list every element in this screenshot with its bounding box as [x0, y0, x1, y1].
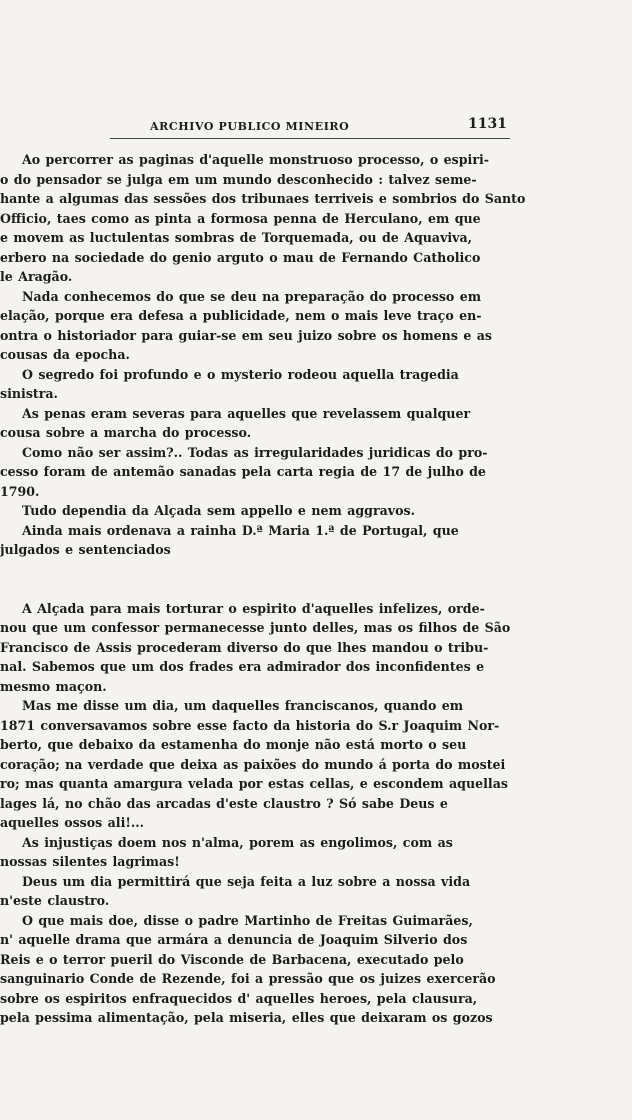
text-line: sanguinario Conde de Rezende, foi a pressão que os juizes exercerão [0, 971, 496, 986]
text-line: coração; na verdade que deixa as paixões do mundo á porta do mostei [0, 756, 506, 772]
text-line: A Alçada para mais torturar o espirito d'aquelles infelizes, orde- [22, 600, 485, 616]
text-line: As penas eram severas para aquelles que revelassem qualquer [22, 405, 471, 421]
text-line: Nada conhecemos do que se deu na preparação do processo em [22, 288, 482, 304]
text-line: o do pensador se julga em um mundo desconhecido : talvez seme- [0, 171, 477, 187]
illegible-line [0, 579, 632, 599]
text-line: elação, porque era defesa a publicidade, nem o mais leve traço en- [0, 308, 482, 323]
text-line: berto, que debaixo da estamenha do monje não está morto o seu [0, 737, 467, 752]
text-line: le Aragão. [0, 269, 73, 284]
text-line: 1871 conversavamos sobre esse facto da historia do S.r Joaquim Nor- [0, 717, 500, 733]
header-rule [110, 138, 510, 139]
text-line: Tudo dependia da Alçada sem appello e nem aggravos. [22, 503, 415, 518]
text-line: O segredo foi profundo e o mysterio rodeou aquella tragedia [22, 366, 459, 382]
text-line: pela pessima alimentação, pela miseria, elles que deixaram os gozos [0, 1010, 493, 1025]
text-line: ontra o historiador para guiar-se em seu juizo sobre os homens e as [0, 327, 492, 343]
text-line: Reis e o terror pueril do Visconde de Barbacena, executado pelo [0, 951, 464, 967]
text-line: erbero na sociedade do genio arguto o mau de Fernando Catholico [0, 249, 481, 265]
text-line: lages lá, no chão das arcadas d'este claustro ? Só sabe Deus e [0, 795, 448, 811]
text-line: Ainda mais ordenava a rainha D.ª Maria 1.ª de Portugal, que [22, 522, 459, 538]
text-line: nal. Sabemos que um dos frades era admirador dos inconfidentes e [0, 659, 485, 674]
text-line: Ao percorrer as paginas d'aquelle monstruoso processo, o espiri- [22, 152, 489, 167]
text-line: n'este claustro. [0, 893, 110, 908]
text-line: nossas silentes lagrimas! [0, 854, 180, 869]
running-title: ARCHIVO PUBLICO MINEIRO [150, 120, 350, 133]
text-line: Officio, taes como as pinta a formosa penna de Herculano, em que [0, 210, 481, 226]
text-line: cousas da epocha. [0, 347, 130, 362]
text-line: sobre os espiritos enfraquecidos d' aquelles heroes, pela clausura, [0, 990, 478, 1006]
page-header [0, 116, 632, 138]
text-line: Deus um dia permittirá que seja feita a luz sobre a nossa vida [22, 873, 471, 889]
text-line: e movem as luctulentas sombras de Torquemada, ou de Aquaviva, [0, 230, 473, 245]
text-line: O que mais doe, disse o padre Martinho de Freitas Guimarães, [22, 912, 473, 928]
text-line: nou que um confessor permanecesse junto delles, mas os filhos de São [0, 620, 511, 635]
illegible-line [0, 560, 632, 580]
text-line: mesmo maçon. [0, 678, 107, 694]
text-line: ro; mas quanta amargura velada por estas cellas, e escondem aquellas [0, 776, 508, 791]
text-line: cousa sobre a marcha do processo. [0, 425, 252, 440]
text-line: Francisco de Assis procederam diverso do que lhes mandou o tribu- [0, 639, 489, 655]
text-line: As injustiças doem nos n'alma, porem as engolimos, com as [22, 834, 453, 850]
text-line: 1790. [0, 483, 40, 499]
page-number: 1131 [468, 116, 507, 132]
text-line: julgados e sentenciados [0, 542, 171, 557]
text-line: cesso foram de antemão sanadas pela carta regia de 17 de julho de [0, 464, 486, 479]
text-line: Mas me disse um dia, um daquelles franciscanos, quando em [22, 698, 464, 713]
body-text [0, 150, 632, 1028]
text-line: hante a algumas das sessões dos tribunaes terriveis e sombrios do Santo [0, 191, 526, 206]
text-line: sinistra. [0, 386, 58, 401]
text-line: aquelles ossos ali!... [0, 815, 145, 830]
text-line: Como não ser assim?.. Todas as irregularidades juridicas do pro- [22, 444, 488, 460]
text-line: n' aquelle drama que armára a denuncia de Joaquim Silverio dos [0, 932, 468, 947]
